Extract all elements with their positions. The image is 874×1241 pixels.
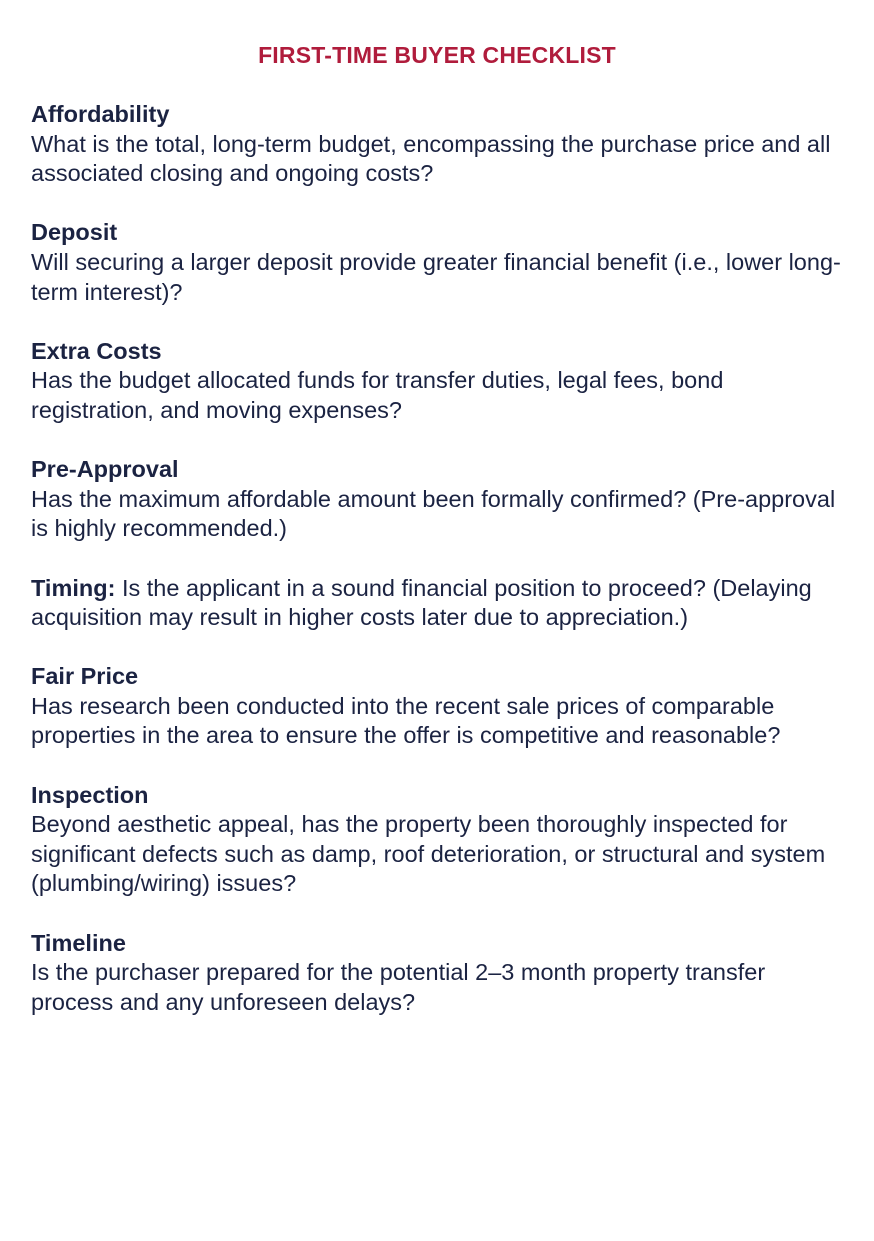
item-body: Has the budget allocated funds for transfer duties, legal fees, bond registration, and moving expenses?: [31, 367, 724, 423]
checklist-item-timing: [31, 574, 851, 633]
checklist-item-extra-costs: [31, 337, 851, 426]
checklist-item-deposit: [31, 218, 851, 307]
item-body: Is the purchaser prepared for the potential 2–3 month property transfer process and any unforeseen delays?: [31, 959, 766, 1015]
item-body: Is the applicant in a sound financial position to proceed? (Delaying acquisition may result in higher costs later due to appreciation.): [31, 574, 812, 631]
checklist-item-inspection: [31, 781, 851, 899]
item-heading: Timeline: [31, 929, 126, 956]
item-body: Has research been conducted into the recent sale prices of comparable properties in the area to ensure the offer is competitive and reasonable?: [31, 692, 781, 749]
item-body: Beyond aesthetic appeal, has the property been thoroughly inspected for significant defects such as damp, roof deterioration, or structural and system (plumbing/wiring) issues?: [31, 811, 826, 897]
item-heading: Timing:: [31, 574, 122, 601]
item-body: What is the total, long-term budget, encompassing the purchase price and all associated closing and ongoing costs?: [31, 130, 831, 187]
page-title: FIRST-TIME BUYER CHECKLIST: [258, 42, 616, 68]
item-heading: Extra Costs: [31, 337, 162, 364]
item-heading: Inspection: [31, 781, 149, 808]
item-body: Has the maximum affordable amount been formally confirmed? (Pre-approval is highly recommended.): [31, 485, 836, 542]
checklist: [31, 100, 851, 1047]
item-heading: Deposit: [31, 219, 118, 246]
item-heading: Affordability: [31, 101, 170, 127]
item-heading: Fair Price: [31, 663, 139, 690]
checklist-item-affordability: [31, 100, 851, 189]
item-body: Will securing a larger deposit provide greater financial benefit (i.e., lower long-term interest)?: [31, 248, 841, 305]
checklist-item-pre-approval: [31, 455, 851, 544]
checklist-item-fair-price: [31, 662, 851, 751]
item-heading: Pre-Approval: [31, 456, 179, 483]
checklist-item-timeline: [31, 929, 851, 1018]
